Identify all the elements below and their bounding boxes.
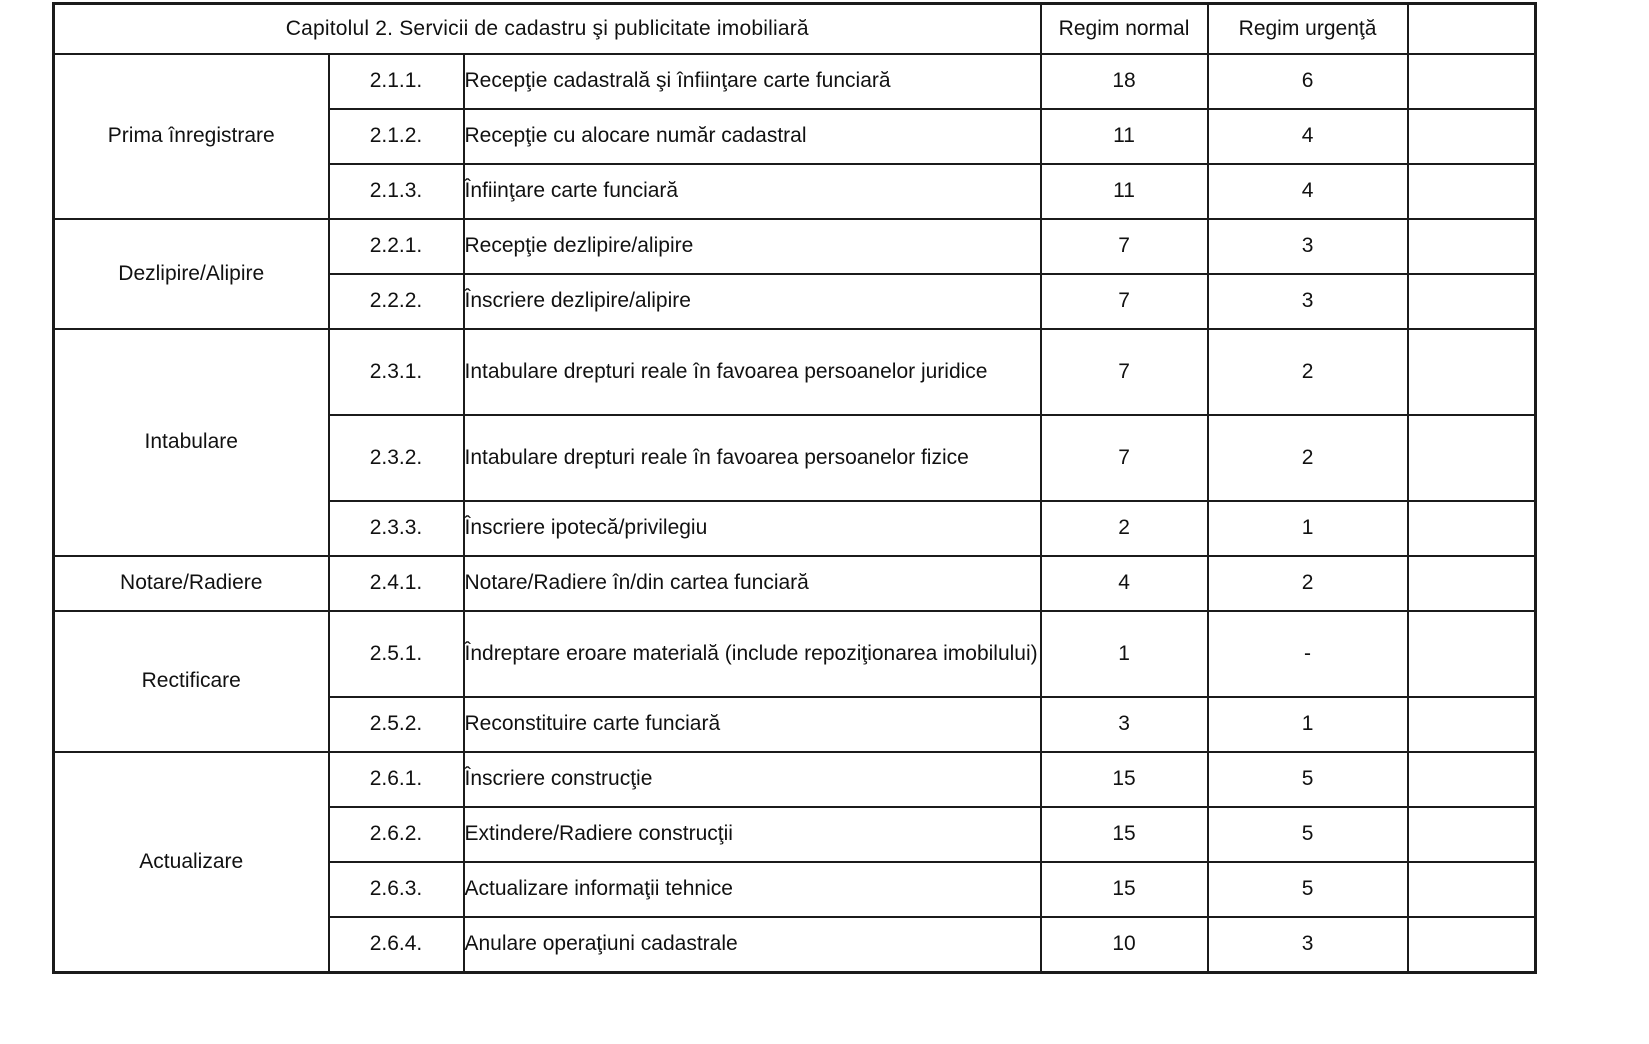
row-code: 2.5.1.: [329, 611, 464, 697]
row-code: 2.6.1.: [329, 752, 464, 807]
row-urgent: 3: [1208, 917, 1408, 973]
row-name: Recepţie dezlipire/alipire: [464, 219, 1041, 274]
row-urgent: 2: [1208, 415, 1408, 501]
row-urgent: 2: [1208, 329, 1408, 415]
row-urgent: 4: [1208, 109, 1408, 164]
row-name: Recepţie cu alocare număr cadastral: [464, 109, 1041, 164]
row-normal: 7: [1041, 415, 1208, 501]
row-normal: 7: [1041, 219, 1208, 274]
table-row: [54, 752, 1536, 807]
row-normal: 18: [1041, 54, 1208, 109]
row-code: 2.1.2.: [329, 109, 464, 164]
table-row: [54, 556, 1536, 611]
row-name: Înscriere ipotecă/privilegiu: [464, 501, 1041, 556]
row-normal: 2: [1041, 501, 1208, 556]
row-extra: [1408, 164, 1536, 219]
row-name: Înfiinţare carte funciară: [464, 164, 1041, 219]
row-code: 2.6.3.: [329, 862, 464, 917]
row-extra: [1408, 329, 1536, 415]
row-code: 2.6.2.: [329, 807, 464, 862]
row-name: Actualizare informaţii tehnice: [464, 862, 1041, 917]
row-normal: 1: [1041, 611, 1208, 697]
row-normal: 11: [1041, 164, 1208, 219]
row-normal: 3: [1041, 697, 1208, 752]
fee-table-container: [52, 2, 1534, 974]
row-name: Reconstituire carte funciară: [464, 697, 1041, 752]
column-header-regim-normal: Regim normal: [1041, 4, 1208, 55]
row-urgent: 5: [1208, 862, 1408, 917]
row-normal: 15: [1041, 862, 1208, 917]
column-header-regim-urgenta: Regim urgenţă: [1208, 4, 1408, 55]
row-code: 2.1.1.: [329, 54, 464, 109]
row-name: Notare/Radiere în/din cartea funciară: [464, 556, 1041, 611]
row-urgent: 6: [1208, 54, 1408, 109]
row-extra: [1408, 54, 1536, 109]
row-code: 2.5.2.: [329, 697, 464, 752]
table-row: [54, 329, 1536, 415]
row-extra: [1408, 556, 1536, 611]
services-fee-table: [52, 2, 1537, 974]
row-code: 2.1.3.: [329, 164, 464, 219]
row-extra: [1408, 109, 1536, 164]
row-extra: [1408, 917, 1536, 973]
row-normal: 15: [1041, 752, 1208, 807]
row-extra: [1408, 274, 1536, 329]
group-label-notare-radiere: Notare/Radiere: [54, 556, 329, 611]
row-extra: [1408, 697, 1536, 752]
row-code: 2.2.1.: [329, 219, 464, 274]
row-code: 2.6.4.: [329, 917, 464, 973]
group-label-prima-inregistrare: Prima înregistrare: [54, 54, 329, 219]
row-urgent: 1: [1208, 501, 1408, 556]
row-name: Înscriere construcţie: [464, 752, 1041, 807]
group-label-rectificare: Rectificare: [54, 611, 329, 752]
row-code: 2.2.2.: [329, 274, 464, 329]
row-extra: [1408, 415, 1536, 501]
row-urgent: 4: [1208, 164, 1408, 219]
row-normal: 10: [1041, 917, 1208, 973]
table-row: [54, 611, 1536, 697]
row-normal: 15: [1041, 807, 1208, 862]
group-label-actualizare: Actualizare: [54, 752, 329, 973]
table-row: [54, 219, 1536, 274]
row-name: Înscriere dezlipire/alipire: [464, 274, 1041, 329]
group-label-dezlipire-alipire: Dezlipire/Alipire: [54, 219, 329, 329]
chapter-title-cell: Capitolul 2. Servicii de cadastru şi publicitate imobiliară: [54, 4, 1041, 55]
row-urgent: 5: [1208, 752, 1408, 807]
row-name: Intabulare drepturi reale în favoarea persoanelor fizice: [464, 415, 1041, 501]
row-code: 2.4.1.: [329, 556, 464, 611]
row-code: 2.3.2.: [329, 415, 464, 501]
table-header-row: [54, 4, 1536, 55]
row-name: Anulare operaţiuni cadastrale: [464, 917, 1041, 973]
row-normal: 7: [1041, 329, 1208, 415]
row-urgent: -: [1208, 611, 1408, 697]
row-normal: 11: [1041, 109, 1208, 164]
row-urgent: 5: [1208, 807, 1408, 862]
row-code: 2.3.1.: [329, 329, 464, 415]
row-urgent: 3: [1208, 219, 1408, 274]
row-code: 2.3.3.: [329, 501, 464, 556]
row-extra: [1408, 807, 1536, 862]
row-normal: 7: [1041, 274, 1208, 329]
row-name: Intabulare drepturi reale în favoarea persoanelor juridice: [464, 329, 1041, 415]
row-name: Recepţie cadastrală şi înfiinţare carte funciară: [464, 54, 1041, 109]
row-urgent: 3: [1208, 274, 1408, 329]
row-normal: 4: [1041, 556, 1208, 611]
row-extra: [1408, 219, 1536, 274]
row-name: Extindere/Radiere construcţii: [464, 807, 1041, 862]
row-extra: [1408, 862, 1536, 917]
row-name: Îndreptare eroare materială (include repoziţionarea imobilului): [464, 611, 1041, 697]
group-label-intabulare: Intabulare: [54, 329, 329, 556]
row-urgent: 1: [1208, 697, 1408, 752]
table-row: [54, 54, 1536, 109]
row-extra: [1408, 501, 1536, 556]
row-extra: [1408, 611, 1536, 697]
row-extra: [1408, 752, 1536, 807]
row-urgent: 2: [1208, 556, 1408, 611]
column-header-blank: [1408, 4, 1536, 55]
